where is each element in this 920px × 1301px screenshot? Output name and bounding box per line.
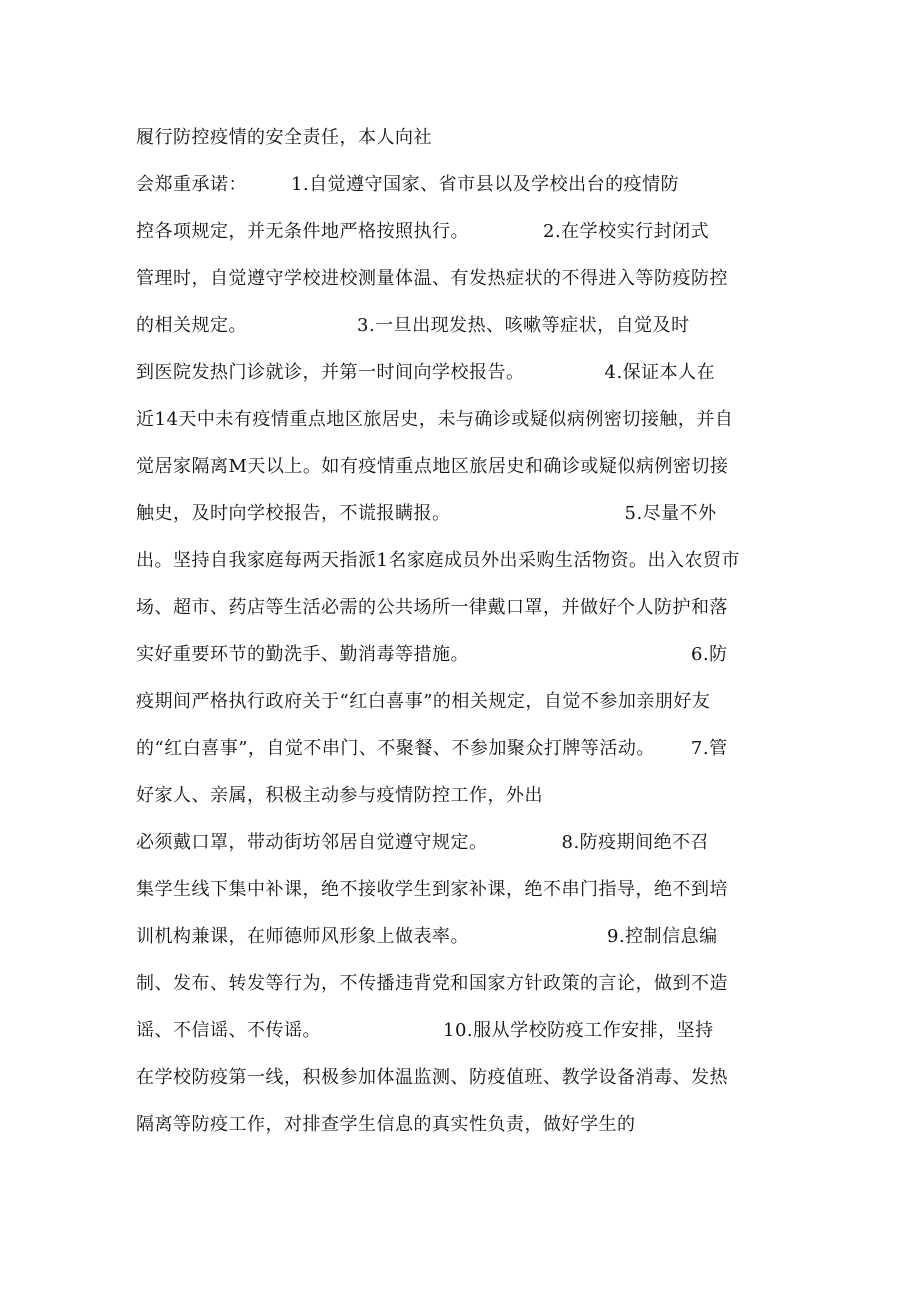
- text-run: 出。坚持自我家庭每两天指派1名家庭成员外出采购生活物资。出入农贸市: [136, 550, 740, 571]
- text-run: 实好重要环节的勤洗手、勤消毒等措施。: [136, 644, 469, 665]
- text-run: 履行防控疫情的安全责任，本人向社: [136, 127, 432, 148]
- text-line-14: [136, 734, 728, 764]
- text-run: 训机构兼课，在师德师风形象上做表率。: [136, 926, 469, 947]
- text-run: 管理时，自觉遵守学校进校测量体温、有发热症状的不得进入等防疫防控: [136, 268, 728, 289]
- text-run: 到医院发热门诊就诊，并第一时间向学校报告。: [136, 362, 525, 383]
- text-line-2: [136, 170, 679, 200]
- text-line-16: [136, 828, 709, 858]
- item-10-start: 10.服从学校防疫工作安排，坚持: [443, 1020, 714, 1041]
- text-run: 在学校防疫第一线，积极参加体温监测、防疫值班、教学设备消毒、发热: [136, 1067, 728, 1088]
- text-run: 谣、不信谣、不传谣。: [136, 1020, 321, 1041]
- text-run: 制、发布、转发等行为，不传播违背党和国家方针政策的言论，做到不造: [136, 973, 728, 994]
- item-6-start: 6.防: [691, 644, 728, 665]
- text-line-22: [136, 1110, 636, 1140]
- text-line-9: [136, 499, 717, 529]
- text-line-13: [136, 687, 710, 717]
- text-line-20: [136, 1016, 714, 1046]
- text-line-10: [136, 546, 740, 576]
- text-run: 必须戴口罩，带动街坊邻居自觉遵守规定。: [136, 832, 488, 853]
- item-7-start: 7.管: [690, 738, 728, 759]
- text-line-19: [136, 969, 728, 999]
- text-run: 会郑重承诺：: [136, 174, 247, 195]
- text-run: 觉居家隔离M天以上。如有疫情重点地区旅居史和确诊或疑似病例密切接: [136, 456, 729, 477]
- text-line-18: [136, 922, 718, 952]
- text-run: 疫期间严格执行政府关于“红白喜事”的相关规定，自觉不参加亲朋好友: [136, 691, 711, 712]
- text-line-15: [136, 781, 543, 811]
- text-line-11: [136, 593, 728, 623]
- text-run: 场、超市、药店等生活必需的公共场所一律戴口罩，并做好个人防护和落: [136, 597, 728, 618]
- text-run: 触史，及时向学校报告，不谎报瞒报。: [136, 503, 451, 524]
- item-9-start: 9.控制信息编: [607, 926, 718, 947]
- text-line-17: [136, 875, 728, 905]
- item-2-start: 2.在学校实行封闭式: [543, 221, 710, 242]
- text-run: 的“红白喜事”，自觉不串门、不聚餐、不参加聚众打牌等活动。: [136, 738, 655, 759]
- text-line-3: [136, 217, 709, 247]
- text-run: 隔离等防疫工作，对排查学生信息的真实性负责，做好学生的: [136, 1114, 636, 1135]
- item-8-start: 8.防疫期间绝不召: [561, 832, 710, 853]
- text-line-5: [136, 311, 690, 341]
- item-3-start: 3.一旦出现发热、咳嗽等症状，自觉及时: [357, 315, 690, 336]
- text-line-7: [136, 405, 733, 435]
- item-4-start: 4.保证本人在: [604, 362, 716, 383]
- text-line-21: [136, 1063, 728, 1093]
- text-run: 近14天中未有疫情重点地区旅居史，未与确诊或疑似病例密切接触，并自: [136, 409, 734, 430]
- item-5-start: 5.尽量不外: [624, 503, 717, 524]
- text-line-4: [136, 264, 728, 294]
- text-line-12: [136, 640, 728, 670]
- text-line-8: [136, 452, 728, 482]
- item-1-start: 1.自觉遵守国家、省市县以及学校出台的疫情防: [291, 174, 680, 195]
- text-run: 控各项规定，并无条件地严格按照执行。: [136, 221, 469, 242]
- text-line-1: [136, 123, 432, 153]
- text-run: 好家人、亲属，积极主动参与疫情防控工作，外出: [136, 785, 543, 806]
- text-run: 的相关规定。: [136, 315, 247, 336]
- text-line-6: [136, 358, 715, 388]
- text-run: 集学生线下集中补课，绝不接收学生到家补课，绝不串门指导，绝不到培: [136, 879, 728, 900]
